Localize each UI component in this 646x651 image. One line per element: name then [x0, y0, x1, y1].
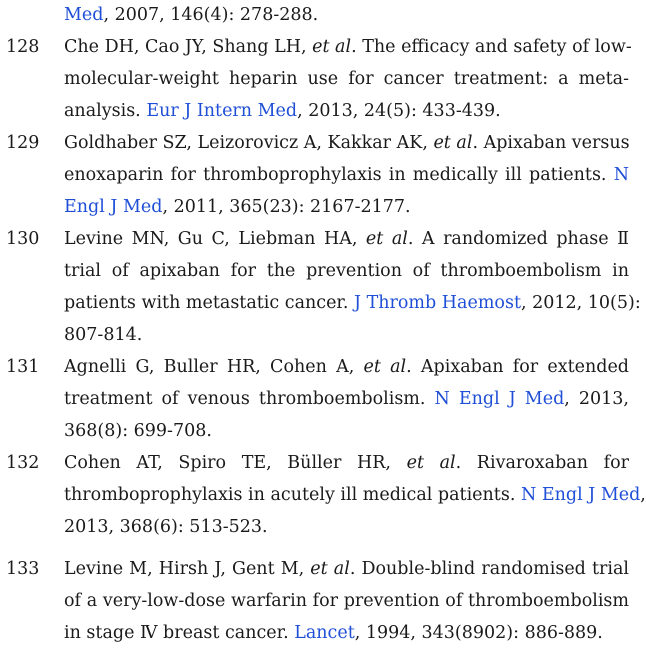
reference-text: of a very-low-dose warfarin for prevention of thromboembolism — [64, 591, 629, 611]
journal-link[interactable]: Eur J Intern Med — [146, 101, 298, 121]
reference-number: 129 — [6, 133, 40, 153]
reference-text: Levine MN, Gu C, Liebman HA, — [64, 229, 366, 249]
reference-text: in stage Ⅳ breast cancer. — [64, 623, 295, 643]
reference-text: Che DH, Cao JY, Shang LH, — [64, 37, 313, 57]
reference-line — [64, 255, 629, 287]
reference-line — [64, 479, 646, 511]
reference-text: Levine M, Hirsh J, Gent M, — [64, 559, 311, 579]
reference-text: enoxaparin for thromboprophylaxis in medically ill patients. — [64, 165, 614, 185]
et-al-text: et al — [406, 453, 456, 473]
reference-text: analysis. — [64, 101, 147, 121]
et-al-text: et al — [365, 229, 408, 249]
reference-text: Cohen AT, Spiro TE, Büller HR, — [64, 453, 407, 473]
journal-link[interactable]: J Thromb Haemost — [354, 293, 521, 313]
reference-text: . The efficacy and safety of low- — [351, 37, 632, 57]
et-al-text: et al — [312, 37, 352, 57]
reference-line — [64, 447, 629, 479]
reference-text: , — [640, 485, 646, 505]
reference-text: Agnelli G, Buller HR, Cohen A, — [64, 357, 364, 377]
reference-text: Goldhaber SZ, Leizorovicz A, Kakkar AK, — [64, 133, 434, 153]
journal-link[interactable]: N Engl J Med — [520, 485, 641, 505]
reference-number: 128 — [6, 37, 40, 57]
reference-line — [64, 223, 629, 255]
reference-line — [64, 511, 629, 543]
reference-line — [64, 31, 632, 63]
reference-text: 368(8): 699-708. — [64, 421, 212, 441]
reference-text: , 2012, 10(5): — [520, 293, 641, 313]
journal-link[interactable]: N Engl J Med — [434, 389, 565, 409]
reference-text: . Rivaroxaban for — [455, 453, 629, 473]
reference-text: , 1994, 343(8902): 886-889. — [354, 623, 603, 643]
journal-link[interactable]: Med — [64, 5, 104, 25]
reference-line — [64, 95, 629, 127]
reference-text: . Apixaban for extended — [406, 357, 629, 377]
reference-text: patients with metastatic cancer. — [64, 293, 354, 313]
reference-line — [64, 0, 629, 31]
reference-text: thromboprophylaxis in acutely ill medical patients. — [64, 485, 521, 505]
reference-line — [64, 63, 629, 95]
reference-line — [64, 383, 629, 415]
reference-line — [64, 585, 629, 617]
reference-line — [64, 351, 629, 383]
reference-number: 130 — [6, 229, 40, 249]
reference-number: 131 — [6, 357, 40, 377]
reference-text: 2013, 368(6): 513-523. — [64, 517, 268, 537]
reference-line — [64, 553, 629, 585]
reference-line — [64, 415, 629, 447]
reference-text: trial of apixaban for the prevention of thromboembolism in — [64, 261, 629, 281]
journal-link[interactable]: Engl J Med — [64, 197, 163, 217]
reference-line — [64, 287, 641, 319]
reference-line — [64, 127, 629, 159]
reference-text: 807-814. — [64, 325, 143, 345]
reference-line — [64, 319, 629, 351]
reference-text: . A randomized phase Ⅱ — [407, 229, 629, 249]
reference-text: , 2007, 146(4): 278-288. — [103, 5, 319, 25]
reference-line — [64, 191, 629, 223]
journal-link[interactable]: Lancet — [294, 623, 355, 643]
reference-text: . Apixaban versus — [472, 133, 630, 153]
reference-number: 133 — [6, 559, 40, 579]
et-al-text: et al — [363, 357, 407, 377]
reference-text: , 2011, 365(23): 2167-2177. — [162, 197, 411, 217]
et-al-text: et al — [310, 559, 350, 579]
reference-text: treatment of venous thromboembolism. — [64, 389, 435, 409]
reference-number: 132 — [6, 453, 40, 473]
reference-text: , 2013, — [564, 389, 629, 409]
et-al-text: et al — [433, 133, 473, 153]
reference-text: . Double-blind randomised trial — [349, 559, 629, 579]
journal-link[interactable]: N — [613, 165, 629, 185]
reference-line — [64, 159, 629, 191]
reference-line — [64, 617, 629, 649]
reference-text: , 2013, 24(5): 433-439. — [297, 101, 501, 121]
reference-text: molecular-weight heparin use for cancer treatment: a meta- — [64, 69, 629, 89]
